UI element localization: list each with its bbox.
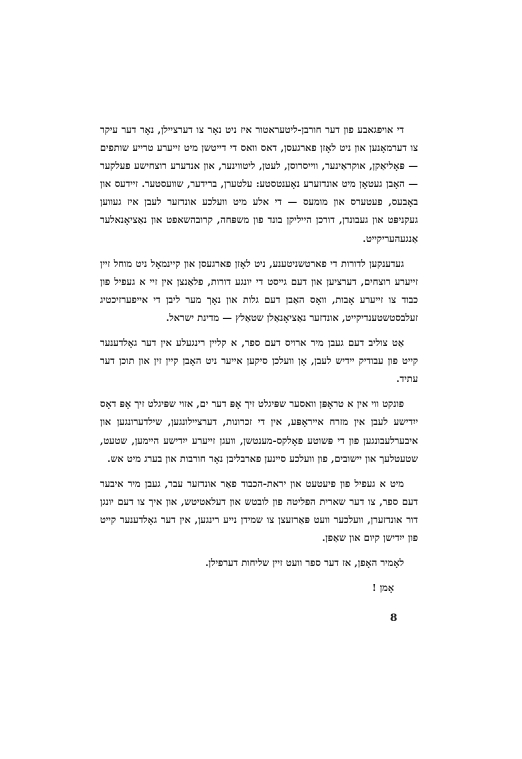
paragraph-6: לאָמיר האָפן, אז דער ספר וועט זיין שליחות דערפילן. <box>205 558 404 570</box>
paragraph-4: פונקט ווי אין א טראָפּן וואסער שפּיגלט זיך אָפּ דער ים, אזוי שפּיגלט זיך אָפּ דאָס ייִדישע לעבן אין מזרח אייראָפּע, אין די זכרונות, דערציילונגען, שילדערונגען און איבערלעבונגען פון די פּשוטע פאָלקס-מענטשן, וועגן זייערע ייִדישע היימען, שטעט, שטעטלעך און יישובים, פון וועלכע סיינען פארבליבן נאָר חורבות און בערג מיט אש. <box>100 399 418 465</box>
body-text <box>100 122 418 605</box>
paragraph-1: די אויפגאבע פון דער חורבן-ליטעראטור איז ניט נאָר צו דערציילן, נאָר דער עיקר צו דערמאָנען און ניט לאָזן פארגעסן, דאס וואס די דייטשן מיט זייערע טרייע שותפים — פּאָליאַקן, אוקראַינער, ווייסרוסן, לעטן, ליטווינער, און אנדערע רוצחישע פעלקער — האָבן געטאָן מיט אונדזערע נאָענטסטע: עלטערן, ברידער, שוועסטער. זיידעס און באָבעס, פעטערס און מומעס — די אלע מיט וועלכע אונדזער לעבן איז געווען געקניפּט און געבונדן, דורכן הייליקן בונד פון משפּחה, קרובהשאפט און נאַציאָנאלער אַנגעהעריקייט. <box>100 125 418 245</box>
paragraph-5: מיט א געפיל פון פיעטעט און יראת-הכבוד פאַר אונדזער עבר, געבן מיר איבער דעם ספר, צו דער שארית הפליטה פון לובטש און דעלאטיטש, און איך צו דעם יונגן דור אונדזערן, וועלכער וועט פּאַרזעצן צו שמידן נייע רינגען, אין דער גאָלדענער קייט פון ייִדישן קיום און שאַפן. <box>100 478 418 544</box>
page-number: 8 <box>390 612 398 624</box>
paragraph-3: אַט צוליב דעם געבן מיר ארויס דעם ספר, א קליין רינגעלע אין דער גאָלדענער קייט פון עבודיק יידיש לעבן, אָן וועלכן סיקען אייער ניט האָבן קיין זין און תוכן דער עתיד. <box>100 338 418 386</box>
paragraph-2: געדענקען לדורות די פארטשניטענע, ניט לאָזן פארגעסן און קיינמאָל ניט מוחל זיין זייערע רוצחים, דערציען און דעם גייסט די יונגע דורות, פלאַנצן אין זיי א געפיל פון כבוד צו זייערע אָבות, וואָס האַבן דעם גלות און נאָך מער ליבן די אייפערזיכטיג זעלבסטשטענדיקייט, אונדזער נאַציאָנאַלן שטאַלץ — מדינת ישראל. <box>100 258 418 324</box>
closing-amen: אָמן ! <box>372 583 394 595</box>
